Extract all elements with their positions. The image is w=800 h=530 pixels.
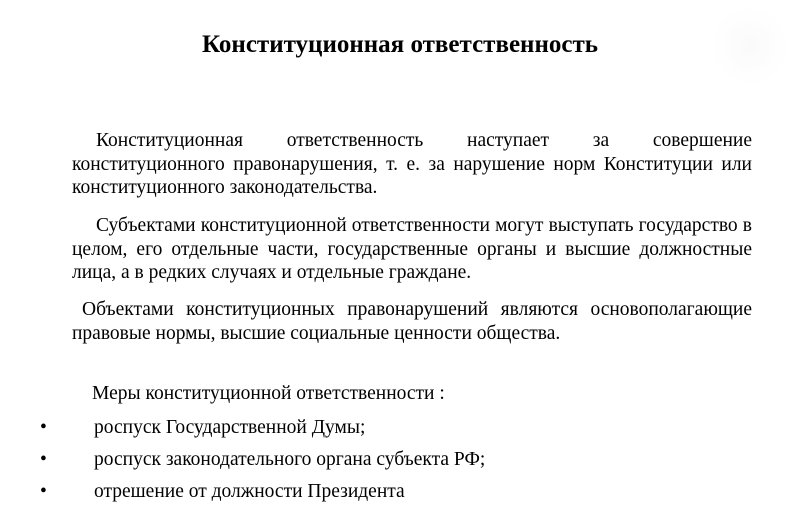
bullet-icon: •: [40, 481, 47, 502]
paragraph-definition: Конституционная ответственность наступает за совершение конституционного правонарушения, т. е. за нарушение норм Конституции или конституционного законодательства.: [72, 130, 752, 198]
slide-title: Конституционная ответственность: [202, 31, 598, 58]
paragraph-subjects: Субъектами конституционной ответственности могут выступать государство в целом, его отдельные части, государственные органы и высшие должностные лица, а в редких случаях и отдельные граждане.: [72, 215, 752, 283]
measure-remove-president: отрешение от должности Президента: [94, 481, 405, 502]
measure-dissolve-regional-legislature: роспуск законодательного органа субъекта РФ;: [94, 449, 486, 470]
bullet-icon: •: [40, 449, 47, 470]
paragraph-objects: Объектами конституционных правонарушений являются основополагающие правовые нормы, высшие социальные ценности общества.: [72, 299, 752, 344]
measures-heading: Меры конституционной ответственности :: [92, 383, 445, 404]
bullet-icon: •: [40, 417, 47, 438]
measure-dissolve-duma: роспуск Государственной Думы;: [94, 417, 366, 438]
